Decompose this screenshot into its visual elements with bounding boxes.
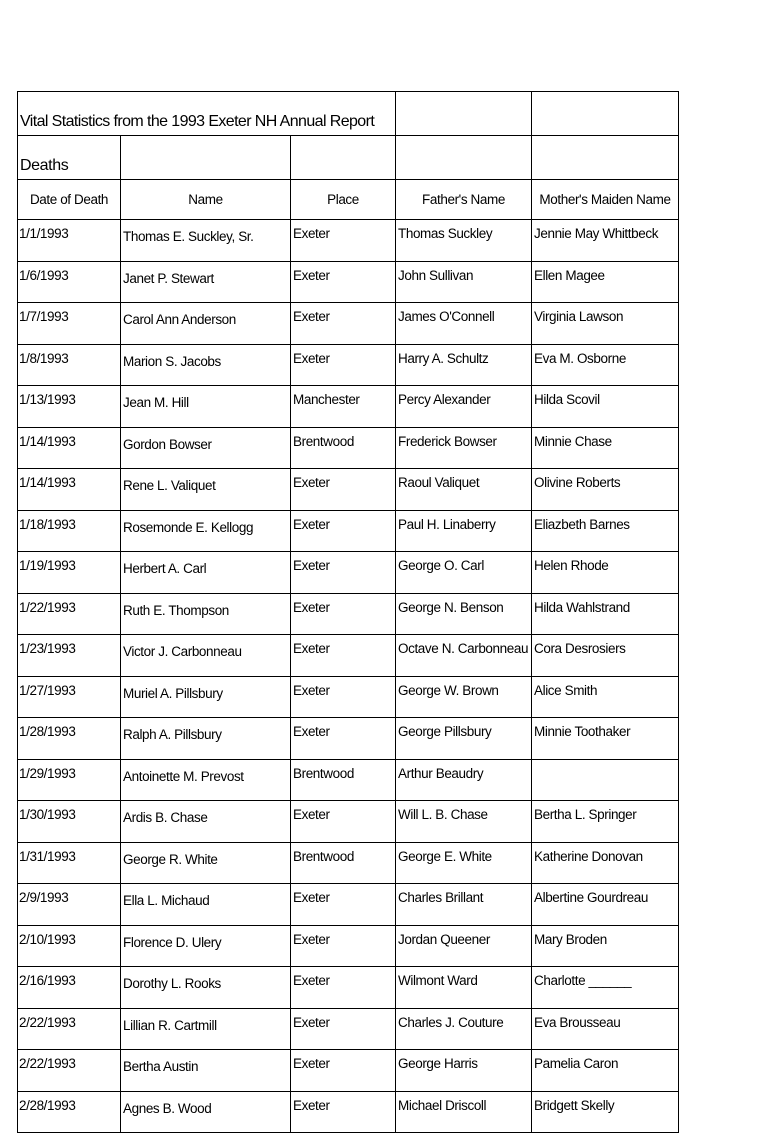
cell-place: Exeter: [291, 884, 396, 926]
empty-cell: [291, 136, 396, 180]
cell-date: 1/23/1993: [18, 635, 121, 677]
table-row: [18, 1091, 679, 1133]
cell-date: 2/22/1993: [18, 1008, 121, 1050]
cell-place: Brentwood: [291, 759, 396, 801]
cell-name: Thomas E. Suckley, Sr.: [121, 220, 291, 262]
cell-place: Exeter: [291, 718, 396, 760]
subtitle-row: [18, 136, 679, 180]
cell-name: Lillian R. Cartmill: [121, 1008, 291, 1050]
cell-place: Exeter: [291, 344, 396, 386]
cell-mother: Virginia Lawson: [532, 303, 679, 345]
cell-date: 1/28/1993: [18, 718, 121, 760]
cell-date: 2/16/1993: [18, 967, 121, 1009]
empty-cell: [121, 136, 291, 180]
table-row: [18, 759, 679, 801]
cell-name: Ruth E. Thompson: [121, 593, 291, 635]
table-row: [18, 1050, 679, 1092]
table-row: [18, 510, 679, 552]
cell-name: Muriel A. Pillsbury: [121, 676, 291, 718]
header-row: [18, 180, 679, 220]
cell-name: Marion S. Jacobs: [121, 344, 291, 386]
cell-father: Frederick Bowser: [396, 427, 532, 469]
cell-date: 1/31/1993: [18, 842, 121, 884]
cell-place: Exeter: [291, 261, 396, 303]
title-row: [18, 92, 679, 136]
cell-place: Exeter: [291, 801, 396, 843]
table-row: [18, 427, 679, 469]
cell-mother: Cora Desrosiers: [532, 635, 679, 677]
column-header-mother: Mother's Maiden Name: [532, 180, 679, 220]
cell-place: Brentwood: [291, 427, 396, 469]
cell-place: Exeter: [291, 552, 396, 594]
cell-place: Exeter: [291, 510, 396, 552]
cell-date: 1/14/1993: [18, 427, 121, 469]
cell-place: Brentwood: [291, 842, 396, 884]
cell-name: Carol Ann Anderson: [121, 303, 291, 345]
section-heading: Deaths: [18, 136, 121, 180]
table-row: [18, 386, 679, 428]
cell-name: Ralph A. Pillsbury: [121, 718, 291, 760]
cell-name: Florence D. Ulery: [121, 925, 291, 967]
cell-father: George Harris: [396, 1050, 532, 1092]
cell-father: Raoul Valiquet: [396, 469, 532, 511]
cell-date: 1/6/1993: [18, 261, 121, 303]
cell-father: Percy Alexander: [396, 386, 532, 428]
cell-place: Exeter: [291, 1008, 396, 1050]
cell-name: Dorothy L. Rooks: [121, 967, 291, 1009]
deaths-table: [17, 91, 679, 1133]
cell-name: Agnes B. Wood: [121, 1091, 291, 1133]
cell-name: Bertha Austin: [121, 1050, 291, 1092]
cell-father: George E. White: [396, 842, 532, 884]
cell-date: 2/28/1993: [18, 1091, 121, 1133]
cell-date: 1/7/1993: [18, 303, 121, 345]
sheet-title: Vital Statistics from the 1993 Exeter NH Annual Report: [18, 92, 396, 136]
table-row: [18, 261, 679, 303]
cell-father: John Sullivan: [396, 261, 532, 303]
cell-father: Octave N. Carbonneau: [396, 635, 532, 677]
column-header-name: Name: [121, 180, 291, 220]
cell-name: Victor J. Carbonneau: [121, 635, 291, 677]
cell-name: Ella L. Michaud: [121, 884, 291, 926]
table-row: [18, 220, 679, 262]
table-row: [18, 635, 679, 677]
cell-name: Rosemonde E. Kellogg: [121, 510, 291, 552]
table-row: [18, 552, 679, 594]
cell-mother: Olivine Roberts: [532, 469, 679, 511]
table-row: [18, 718, 679, 760]
cell-father: George W. Brown: [396, 676, 532, 718]
cell-place: Manchester: [291, 386, 396, 428]
cell-date: 1/29/1993: [18, 759, 121, 801]
cell-mother: Hilda Scovil: [532, 386, 679, 428]
cell-date: 1/19/1993: [18, 552, 121, 594]
cell-name: Antoinette M. Prevost: [121, 759, 291, 801]
cell-place: Exeter: [291, 469, 396, 511]
cell-place: Exeter: [291, 925, 396, 967]
cell-date: 2/22/1993: [18, 1050, 121, 1092]
cell-mother: Minnie Chase: [532, 427, 679, 469]
cell-name: Jean M. Hill: [121, 386, 291, 428]
cell-name: Janet P. Stewart: [121, 261, 291, 303]
table-row: [18, 842, 679, 884]
cell-mother: Charlotte ______: [532, 967, 679, 1009]
cell-place: Exeter: [291, 1091, 396, 1133]
table-row: [18, 344, 679, 386]
cell-place: Exeter: [291, 1050, 396, 1092]
cell-father: Thomas Suckley: [396, 220, 532, 262]
table-body: [18, 92, 679, 1133]
cell-father: George N. Benson: [396, 593, 532, 635]
cell-place: Exeter: [291, 303, 396, 345]
cell-place: Exeter: [291, 593, 396, 635]
cell-father: George O. Carl: [396, 552, 532, 594]
cell-father: Charles Brillant: [396, 884, 532, 926]
cell-place: Exeter: [291, 967, 396, 1009]
cell-mother: Eva Brousseau: [532, 1008, 679, 1050]
cell-name: Ardis B. Chase: [121, 801, 291, 843]
cell-place: Exeter: [291, 635, 396, 677]
cell-date: 1/18/1993: [18, 510, 121, 552]
cell-father: Paul H. Linaberry: [396, 510, 532, 552]
cell-father: James O'Connell: [396, 303, 532, 345]
cell-father: Will L. B. Chase: [396, 801, 532, 843]
empty-cell: [532, 136, 679, 180]
cell-mother: Alice Smith: [532, 676, 679, 718]
cell-mother: Pamelia Caron: [532, 1050, 679, 1092]
table-row: [18, 469, 679, 511]
cell-name: Rene L. Valiquet: [121, 469, 291, 511]
cell-mother: [532, 759, 679, 801]
cell-father: Jordan Queener: [396, 925, 532, 967]
cell-father: Michael Driscoll: [396, 1091, 532, 1133]
cell-date: 1/14/1993: [18, 469, 121, 511]
cell-date: 1/8/1993: [18, 344, 121, 386]
cell-date: 1/22/1993: [18, 593, 121, 635]
cell-mother: Bertha L. Springer: [532, 801, 679, 843]
cell-mother: Eliazbeth Barnes: [532, 510, 679, 552]
cell-date: 1/13/1993: [18, 386, 121, 428]
empty-cell: [532, 92, 679, 136]
table-row: [18, 593, 679, 635]
cell-date: 2/10/1993: [18, 925, 121, 967]
table-row: [18, 303, 679, 345]
cell-name: Gordon Bowser: [121, 427, 291, 469]
empty-cell: [396, 92, 532, 136]
cell-date: 1/27/1993: [18, 676, 121, 718]
cell-mother: Ellen Magee: [532, 261, 679, 303]
cell-date: 2/9/1993: [18, 884, 121, 926]
cell-mother: Helen Rhode: [532, 552, 679, 594]
cell-father: Wilmont Ward: [396, 967, 532, 1009]
cell-mother: Eva M. Osborne: [532, 344, 679, 386]
table-row: [18, 884, 679, 926]
table-row: [18, 1008, 679, 1050]
table-row: [18, 801, 679, 843]
cell-father: Arthur Beaudry: [396, 759, 532, 801]
empty-cell: [396, 136, 532, 180]
cell-mother: Bridgett Skelly: [532, 1091, 679, 1133]
cell-date: 1/30/1993: [18, 801, 121, 843]
cell-date: 1/1/1993: [18, 220, 121, 262]
cell-place: Exeter: [291, 220, 396, 262]
cell-mother: Hilda Wahlstrand: [532, 593, 679, 635]
cell-name: George R. White: [121, 842, 291, 884]
column-header-father: Father's Name: [396, 180, 532, 220]
cell-father: Charles J. Couture: [396, 1008, 532, 1050]
table-row: [18, 676, 679, 718]
cell-father: George Pillsbury: [396, 718, 532, 760]
column-header-date: Date of Death: [18, 180, 121, 220]
table-row: [18, 967, 679, 1009]
cell-place: Exeter: [291, 676, 396, 718]
cell-mother: Katherine Donovan: [532, 842, 679, 884]
cell-father: Harry A. Schultz: [396, 344, 532, 386]
table-row: [18, 925, 679, 967]
cell-name: Herbert A. Carl: [121, 552, 291, 594]
column-header-place: Place: [291, 180, 396, 220]
cell-mother: Minnie Toothaker: [532, 718, 679, 760]
cell-mother: Albertine Gourdreau: [532, 884, 679, 926]
cell-mother: Mary Broden: [532, 925, 679, 967]
cell-mother: Jennie May Whittbeck: [532, 220, 679, 262]
